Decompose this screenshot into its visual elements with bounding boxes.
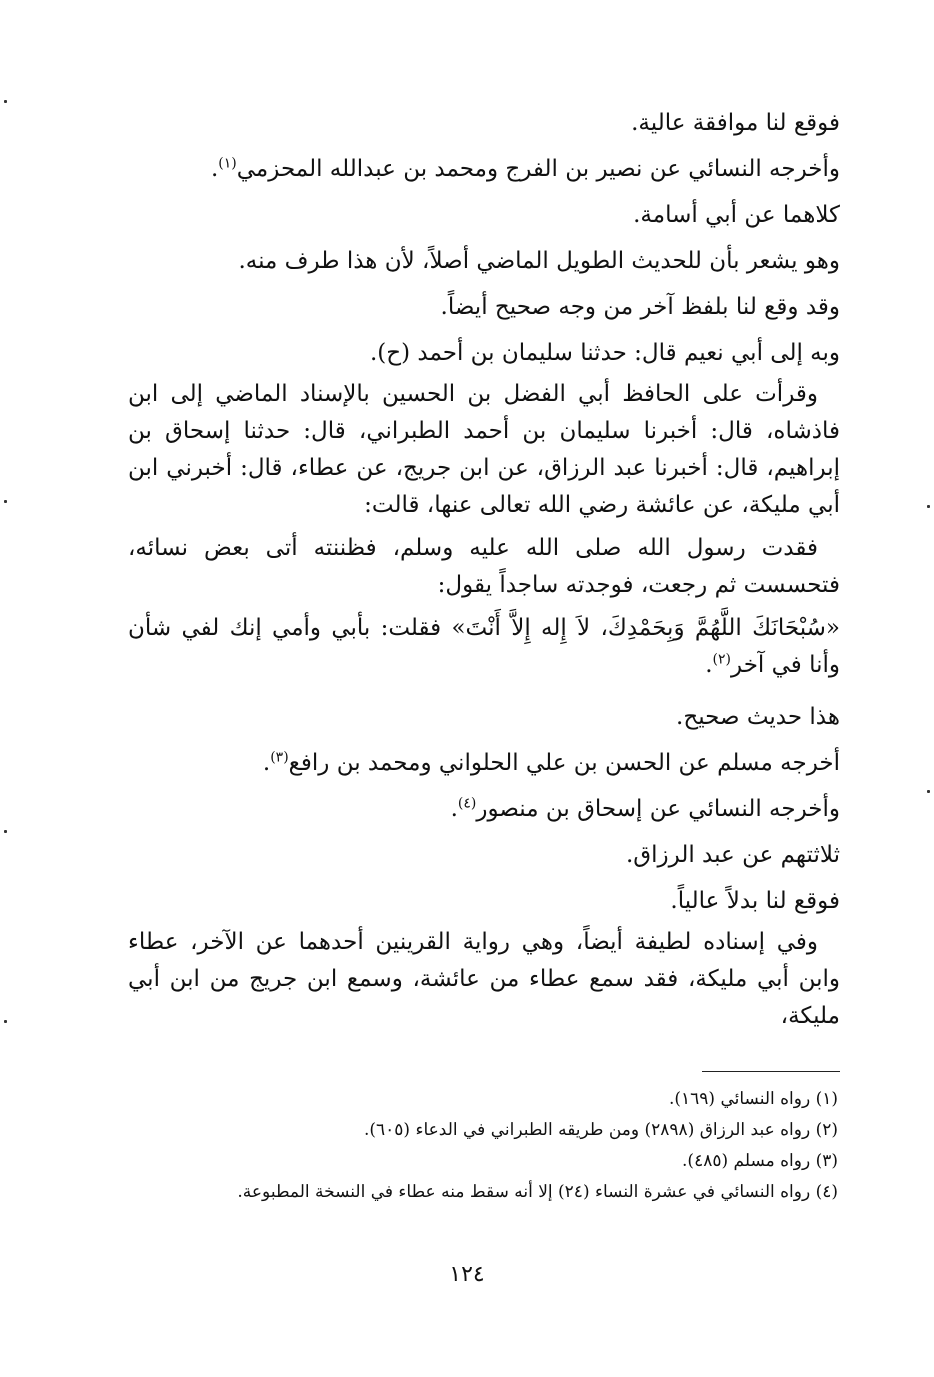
text-line-content: أخرجه مسلم عن الحسن بن علي الحلواني ومحمد بن رافع xyxy=(288,750,840,776)
text-line-content: وأخرجه النسائي عن إسحاق بن منصور xyxy=(476,796,840,822)
text-line: وقد وقع لنا بلفظ آخر من وجه صحيح أيضاً. xyxy=(440,294,840,320)
footnote-reference[interactable]: (١) xyxy=(218,155,237,172)
text-line: هذا حديث صحيح. xyxy=(676,704,840,730)
text-line xyxy=(128,146,840,192)
footnote-item: (٣) رواه مسلم (٤٨٥). xyxy=(682,1151,838,1171)
period: . xyxy=(705,652,713,678)
footnote-item: (١) رواه النسائي (١٦٩). xyxy=(668,1089,838,1109)
footnote-reference[interactable]: (٢) xyxy=(712,651,731,668)
text-line xyxy=(128,740,840,786)
scan-mark xyxy=(4,830,7,833)
text-line: وبه إلى أبي نعيم قال: حدثنا سليمان بن أحمد (ح). xyxy=(369,340,840,366)
scan-mark xyxy=(4,100,7,103)
text-line: ثلاثتهم عن عبد الرزاق. xyxy=(625,842,840,868)
footnotes xyxy=(138,1084,838,1208)
text-line-content: وأخرجه النسائي عن نصير بن الفرج ومحمد بن عبدالله المحزمي xyxy=(236,156,840,182)
footnote-reference[interactable]: (٤) xyxy=(457,795,477,812)
scan-mark xyxy=(927,505,930,508)
paragraph-hadith: فقدت رسول الله صلى الله عليه وسلم، فظننته أتى بعض نسائه، فتحسست ثم رجعت، فوجدته ساجداً يقول: xyxy=(128,535,840,598)
text-line: وهو يشعر بأن للحديث الطويل الماضي أصلاً، لأن هذا طرف منه. xyxy=(238,248,840,274)
dua-text: «سُبْحَانَكَ اللَّهُمَّ وَبِحَمْدِكَ، لاَ إِله إِلاَّ أَنْتَ» فقلت: بأبي وأمي إنك لفي شأن وأنا في آخر xyxy=(128,615,840,678)
page-number: ١٢٤ xyxy=(449,1262,485,1287)
text-line xyxy=(128,786,840,832)
text-line: فوقع لنا بدلاً عالياً. xyxy=(670,888,840,914)
scan-mark xyxy=(927,790,930,793)
period: . xyxy=(450,796,458,822)
footnote-divider xyxy=(702,1071,840,1072)
period: . xyxy=(262,750,271,776)
text-line: فوقع لنا موافقة عالية. xyxy=(631,110,840,136)
paragraph-isnad: وقرأت على الحافظ أبي الفضل بن الحسين بالإسناد الماضي إلى ابن فاذشاه، قال: أخبرنا سليمان بن أحمد الطبراني، قال: حدثنا إسحاق بن إبراهيم، قال: أخبرنا عبد الرزاق، عن ابن جريج، عن عطاء، قال: أخبرني ابن أبي مليكة، عن عائشة رضي الله تعالى عنها، قالت: xyxy=(128,381,840,518)
paragraph-dua xyxy=(128,610,840,684)
footnote-item: (٢) رواه عبد الرزاق (٢٨٩٨) ومن طريقه الطبراني في الدعاء (٦٠٥). xyxy=(363,1120,838,1140)
period: . xyxy=(210,156,219,182)
footnote-reference[interactable]: (٣) xyxy=(270,749,289,766)
footnote-item: (٤) رواه النسائي في عشرة النساء (٢٤) إلا أنه سقط منه عطاء في النسخة المطبوعة. xyxy=(237,1182,838,1202)
paragraph-note: وفي إسناده لطيفة أيضاً، وهي رواية القرينين أحدهما عن الآخر، عطاء وابن أبي مليكة، فقد سمع عطاء من عائشة، وسمع ابن جريج من ابن أبي مليكة، xyxy=(128,929,840,1029)
text-line: كلاهما عن أبي أسامة. xyxy=(633,202,840,228)
page-body xyxy=(128,100,840,1035)
scan-mark xyxy=(4,500,7,503)
scan-mark xyxy=(4,1020,7,1023)
